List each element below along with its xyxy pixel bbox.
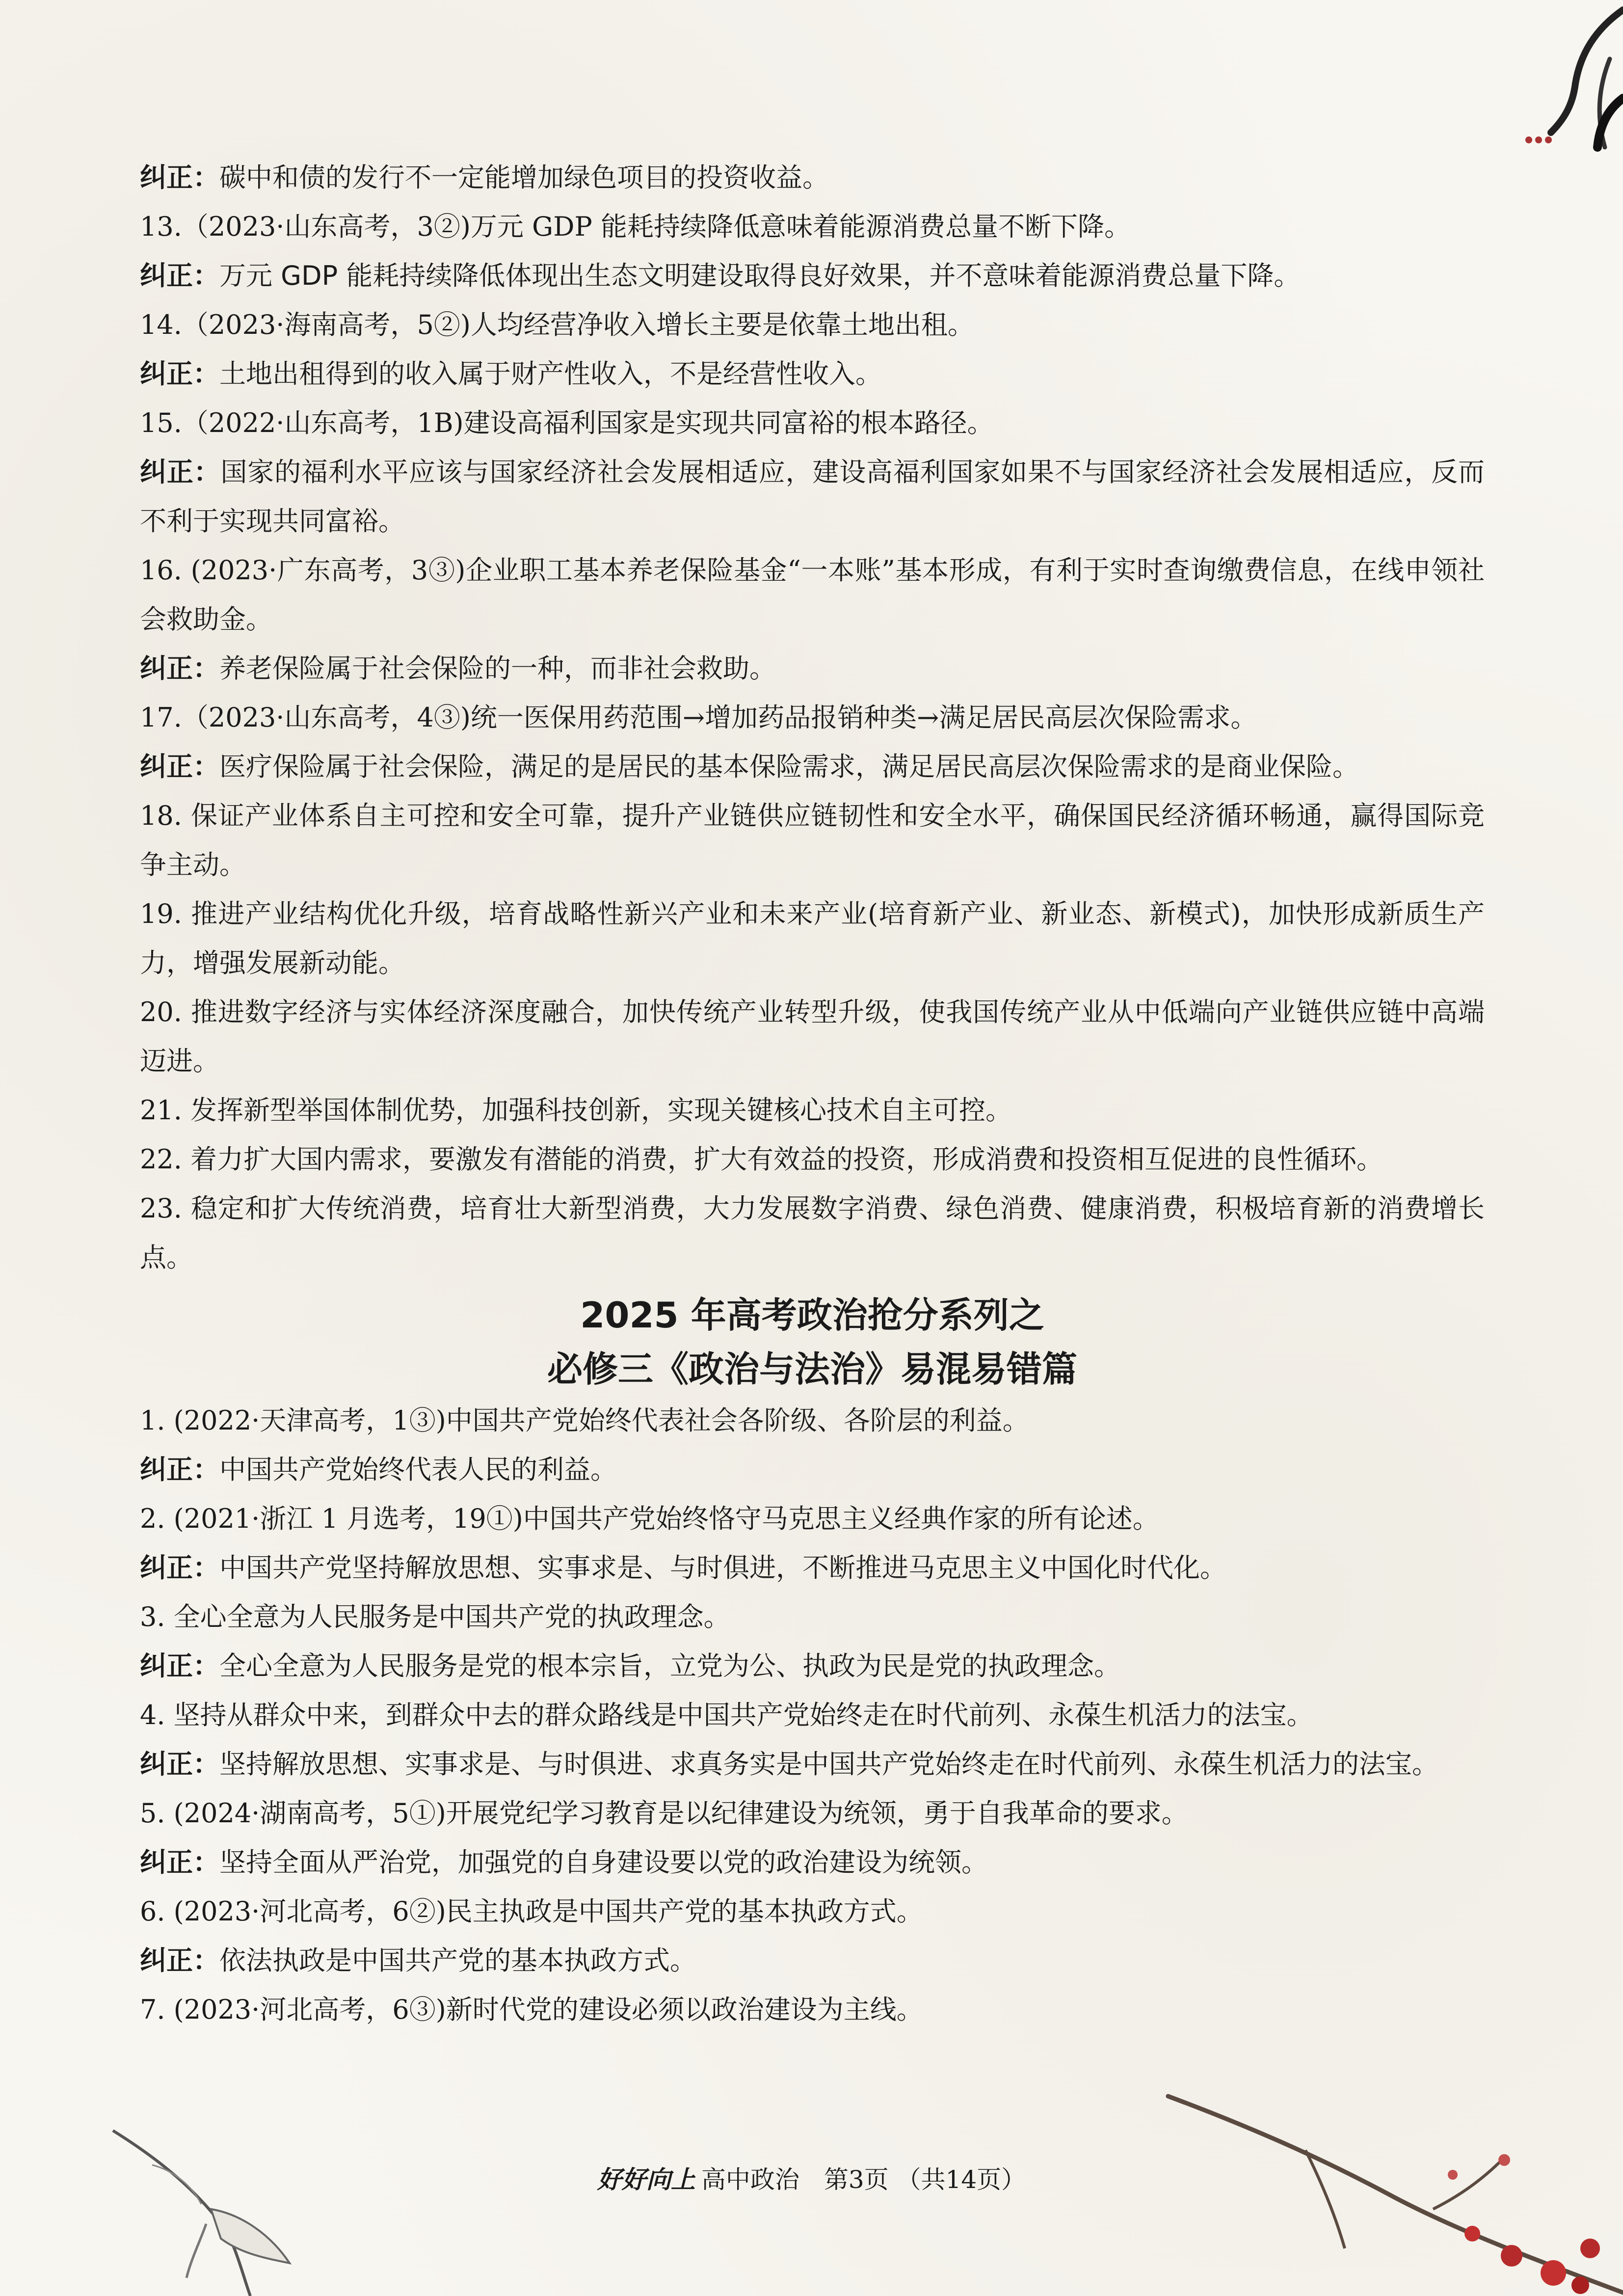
statement-line: 7. (2023·河北高考，6③)新时代党的建设必须以政治建设为主线。 [140,1994,923,2025]
correction-text: 坚持全面从严治党，加强党的自身建设要以党的政治建设为统领。 [219,1847,988,1878]
correction-line [140,1642,1485,1691]
correction-text: 万元 GDP 能耗持续降低体现出生态文明建设取得良好效果，并不意味着能源消费总量下降。 [219,260,1301,291]
correction-label: 纠正： [140,1749,219,1780]
correction-line [140,1838,1485,1887]
ink-branch-decoration-top-right [1482,0,1623,206]
document-body [140,153,1485,2034]
statement-line: 13.（2023·山东高考，3②)万元 GDP 能耗持续降低意味着能源消费总量不断下降。 [140,211,1131,242]
politics-list [140,1396,1485,2034]
correction-label: 纠正： [140,358,219,389]
correction-label: 纠正： [140,162,219,193]
statement-line: 21. 发挥新型举国体制优势，加强科技创新，实现关键核心技术自主可控。 [140,1095,1012,1126]
statement-line: 15.（2022·山东高考，1B)建设高福利国家是实现共同富裕的根本路径。 [140,407,994,438]
correction-line [140,644,1485,693]
correction-label: 纠正： [140,1650,219,1681]
correction-label: 纠正： [140,457,221,487]
correction-text: 养老保险属于社会保险的一种，而非社会救助。 [219,653,776,684]
correction-line [140,448,1485,546]
statement-line: 18. 保证产业体系自主可控和安全可靠，提升产业链供应链韧性和安全水平，确保国民经济循环畅通，赢得国际竞争主动。 [140,800,1485,880]
statement-line: 20. 推进数字经济与实体经济深度融合，加快传统产业转型升级，使我国传统产业从中低端向产业链供应链中高端迈进。 [140,997,1485,1077]
statement-line: 3. 全心全意为人民服务是中国共产党的执政理念。 [140,1601,730,1632]
statement-line: 19. 推进产业结构优化升级，培育战略性新兴产业和未来产业(培育新产业、新业态、新模式)，加快形成新质生产力，增强发展新动能。 [140,898,1485,978]
section-title-line2: 必修三《政治与法治》易混易错篇 [547,1349,1077,1390]
correction-text: 坚持解放思想、实事求是、与时俱进、求真务实是中国共产党始终走在时代前列、永葆生机活力的法宝。 [219,1749,1438,1780]
correction-label: 纠正： [140,751,219,782]
correction-line [140,153,1485,202]
correction-text: 中国共产党始终代表人民的利益。 [219,1454,617,1485]
crane-decoration-bottom-left [93,2111,299,2296]
footer-brand: 好好向上 [597,2165,695,2194]
correction-label: 纠正： [140,1552,219,1583]
correction-text: 全心全意为人民服务是党的根本宗旨，立党为公、执政为民是党的执政理念。 [219,1650,1120,1681]
statement-line: 16. (2023·广东高考，3③)企业职工基本养老保险基金“一本账”基本形成，有利于实时查询缴费信息，在线申领社会救助金。 [140,555,1485,635]
statement-line: 2. (2021·浙江 1 月选考，19①)中国共产党始终恪守马克思主义经典作家的所有论述。 [140,1503,1159,1534]
correction-line [140,1740,1485,1789]
correction-line [140,350,1485,399]
correction-line [140,1936,1485,1985]
statement-line: 17.（2023·山东高考，4③)统一医保用药范围→增加药品报销种类→满足居民高层次保险需求。 [140,702,1257,733]
correction-text: 土地出租得到的收入属于财产性收入，不是经营性收入。 [219,358,882,389]
statement-line: 6. (2023·河北高考，6②)民主执政是中国共产党的基本执政方式。 [140,1896,923,1927]
statement-line: 22. 着力扩大国内需求，要激发有潜能的消费，扩大有效益的投资，形成消费和投资相互促进的良性循环。 [140,1144,1384,1175]
correction-label: 纠正： [140,653,219,684]
correction-text: 医疗保险属于社会保险，满足的是居民的基本保险需求，满足居民高层次保险需求的是商业保险。 [219,751,1359,782]
correction-line [140,1543,1485,1593]
correction-label: 纠正： [140,260,219,291]
correction-line [140,742,1485,791]
correction-line [140,1445,1485,1494]
footer-page-info: 高中政治 第3页 （共14页） [701,2165,1026,2194]
page-footer [0,2160,1623,2195]
correction-text: 中国共产党坚持解放思想、实事求是、与时俱进，不断推进马克思主义中国化时代化。 [219,1552,1226,1583]
correction-label: 纠正： [140,1847,219,1878]
section-title-line1: 2025 年高考政治抢分系列之 [580,1295,1044,1336]
correction-text: 依法执政是中国共产党的基本执政方式。 [219,1945,696,1976]
statement-line: 23. 稳定和扩大传统消费，培育壮大新型消费，大力发展数字消费、绿色消费、健康消费，积极培育新的消费增长点。 [140,1193,1485,1273]
economics-list [140,153,1485,1282]
statement-line: 1. (2022·天津高考，1③)中国共产党始终代表社会各阶级、各阶层的利益。 [140,1405,1029,1436]
correction-text: 碳中和债的发行不一定能增加绿色项目的投资收益。 [219,162,829,193]
statement-line: 4. 坚持从群众中来，到群众中去的群众路线是中国共产党始终走在时代前列、永葆生机活力的法宝。 [140,1700,1313,1730]
correction-label: 纠正： [140,1454,219,1485]
statement-line: 5. (2024·湖南高考，5①)开展党纪学习教育是以纪律建设为统领，勇于自我革命的要求。 [140,1798,1188,1829]
statement-line: 14.（2023·海南高考，5②)人均经营净收入增长主要是依靠土地出租。 [140,309,974,340]
correction-label: 纠正： [140,1945,219,1976]
correction-text: 国家的福利水平应该与国家经济社会发展相适应，建设高福利国家如果不与国家经济社会发展相适应，反而不利于实现共同富裕。 [140,457,1485,537]
correction-line [140,251,1485,300]
